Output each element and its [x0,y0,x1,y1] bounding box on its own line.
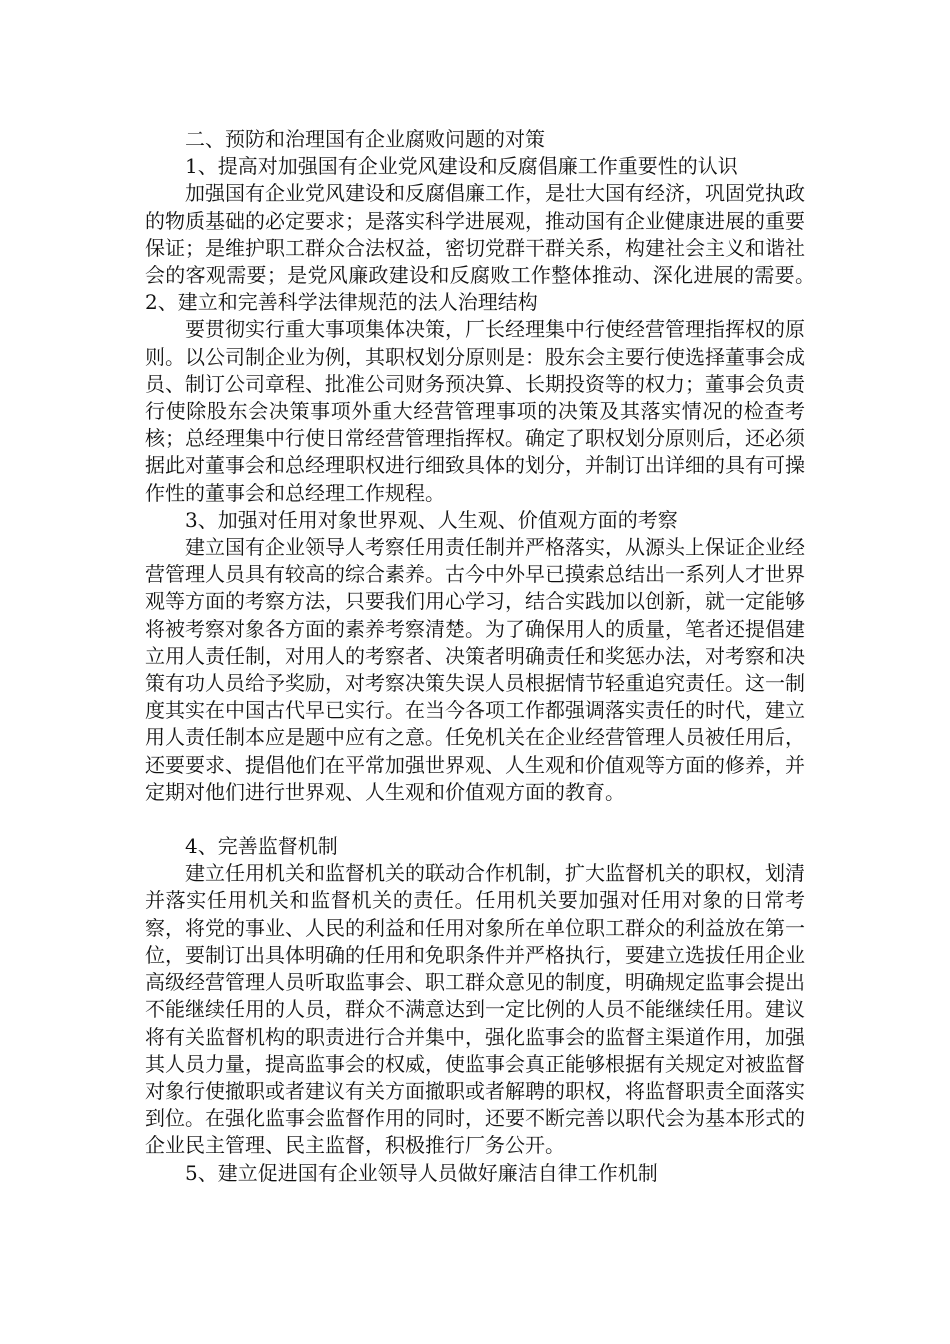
subsection-heading-4: 4、完善监督机制 [185,834,338,859]
subsection-heading-5: 5、建立促进国有企业领导人员做好廉洁自律工作机制 [185,1160,658,1185]
subsection-heading-3: 3、加强对任用对象世界观、人生观、价值观方面的考察 [185,507,678,532]
subsection-heading-1: 1、提高对加强国有企业党风建设和反腐倡廉工作重要性的认识 [185,154,738,179]
body-paragraph: 建立国有企业领导人考察任用责任制并严格落实，从源头上保证企业经营管理人员具有较高的综合素养。古今中外早已摸索总结出一系列人才世界观等方面的考察方法，只要我们用心学习，结合实践加以创新，就一定能够将被考察对象各方面的素养考察清楚。为了确保用人的质量，笔者还提倡建立用人责任制，对用人的考察者、决策者明确责任和奖惩办法，对考察和决策有功人员给予奖励，对考察决策失误人员根据情节轻重追究责任。这一制度其实在中国古代早已实行。在当今各项工作都强调落实责任的时代，建立用人责任制本应是题中应有之意。任免机关在企业经营管理人员被任用后，还要要求、提倡他们在平常加强世界观、人生观和价值观等方面的修养，并定期对他们进行世界观、人生观和价值观方面的教育。 [145,535,805,804]
section-heading: 二、预防和治理国有企业腐败问题的对策 [185,127,545,151]
body-paragraph: 加强国有企业党风建设和反腐倡廉工作，是壮大国有经济，巩固党执政的物质基础的必定要求；是落实科学进展观，推动国有企业健康进展的重要保证；是维护职工群众合法权益，密切党群干群关系，构建社会主义和谐社会的客观需要；是党风廉政建设和反腐败工作整体推动、深化进展的需要。 2、建立和完善科学法律规范的法人治理结构 [145,181,865,315]
body-paragraph: 要贯彻实行重大事项集体决策，厂长经理集中行使经营管理指挥权的原则。以公司制企业为例，其职权划分原则是：股东会主要行使选择董事会成员、制订公司章程、批准公司财务预决算、长期投资等的权力；董事会负责行使除股东会决策事项外重大经营管理事项的决策及其落实情况的检查考核；总经理集中行使日常经营管理指挥权。确定了职权划分原则后，还必须据此对董事会和总经理职权进行细致具体的划分，并制订出详细的具有可操作性的董事会和总经理工作规程。 [145,317,805,505]
body-paragraph: 建立任用机关和监督机关的联动合作机制，扩大监督机关的职权，划清并落实任用机关和监督机关的责任。任用机关要加强对任用对象的日常考察，将党的事业、人民的利益和任用对象所在单位职工群众的利益放在第一位，要制订出具体明确的任用和免职条件并严格执行，要建立选拔任用企业高级经营管理人员听取监事会、职工群众意见的制度，明确规定监事会提出不能继续任用的人员，群众不满意达到一定比例的人员不能继续任用。建议将有关监督机构的职责进行合并集中，强化监事会的监督主渠道作用，加强其人员力量，提高监事会的权威，使监事会真正能够根据有关规定对被监督对象行使撤职或者建议有关方面撤职或者解聘的职权，将监督职责全面落实到位。在强化监事会监督作用的同时，还要不断完善以职代会为基本形式的企业民主管理、民主监督，积极推行厂务公开。 [145,861,805,1158]
document-body [145,126,865,1187]
